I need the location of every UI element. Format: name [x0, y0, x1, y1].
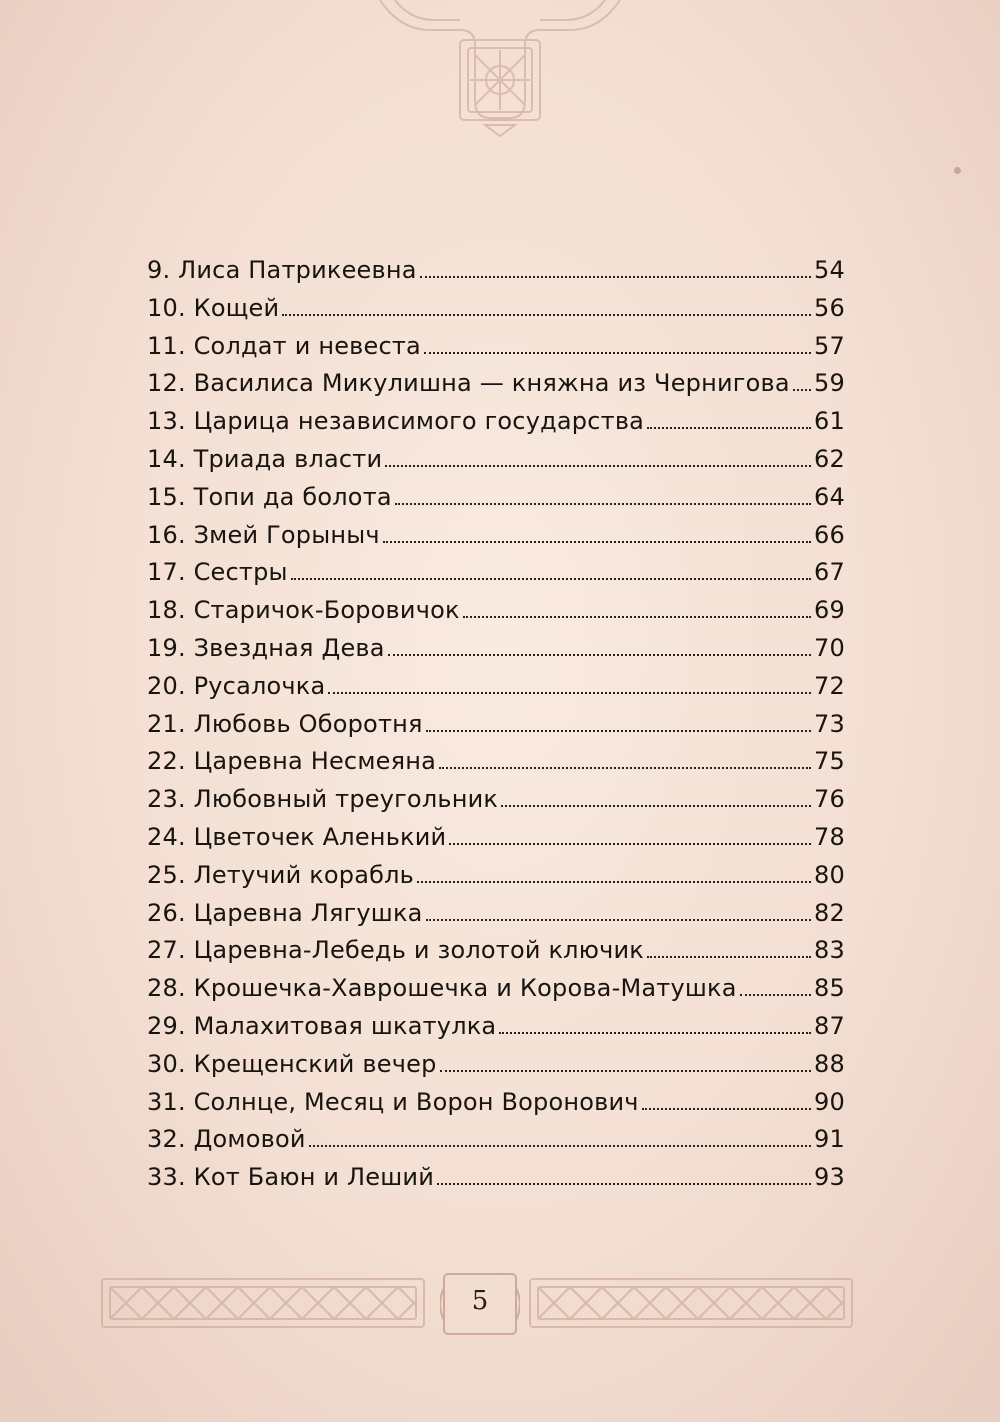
toc-dot-leader — [642, 1108, 811, 1110]
toc-entry — [147, 781, 845, 819]
toc-entry — [147, 857, 845, 895]
toc-dot-leader — [424, 352, 811, 354]
toc-entry-page: 73 — [814, 709, 845, 738]
toc-entry-page: 91 — [814, 1125, 845, 1154]
toc-entry-title: 19. Звездная Дева — [147, 633, 385, 662]
toc-entry-title: 28. Крошечка-Хаврошечка и Корова-Матушка — [147, 974, 737, 1003]
toc-dot-leader — [291, 578, 811, 580]
toc-dot-leader — [463, 616, 811, 618]
toc-entry — [147, 630, 845, 668]
toc-entry-title: 23. Любовный треугольник — [147, 785, 499, 814]
toc-entry — [147, 668, 845, 706]
toc-entry — [147, 1008, 845, 1046]
toc-entry-page: 87 — [814, 1011, 845, 1040]
toc-dot-leader — [385, 465, 811, 467]
toc-entry-title: 24. Цветочек Аленький — [147, 822, 447, 851]
toc-dot-leader — [449, 843, 811, 845]
toc-entry — [147, 592, 845, 630]
toc-dot-leader — [740, 994, 811, 996]
toc-entry-page: 57 — [814, 331, 845, 360]
toc-entry-title: 30. Крещенский вечер — [147, 1049, 437, 1078]
toc-dot-leader — [437, 1183, 811, 1185]
toc-entry-title: 9. Лиса Патрикеевна — [147, 256, 417, 284]
toc-entry-title: 20. Русалочка — [147, 671, 326, 700]
toc-entry-title: 31. Солнце, Месяц и Ворон Воронович — [147, 1087, 639, 1116]
toc-entry — [147, 932, 845, 970]
toc-entry-page: 61 — [814, 407, 845, 436]
toc-entry-page: 80 — [814, 860, 845, 889]
toc-entry-page: 90 — [814, 1087, 845, 1116]
toc-entry-page: 54 — [814, 256, 845, 284]
decorative-dot — [954, 167, 961, 174]
toc-entry — [147, 479, 845, 517]
toc-entry-page: 85 — [814, 974, 845, 1003]
toc-entry — [147, 365, 845, 403]
toc-dot-leader — [440, 1070, 812, 1072]
toc-entry-title: 15. Топи да болота — [147, 482, 392, 511]
toc-entry-title: 10. Кощей — [147, 293, 280, 322]
toc-entry — [147, 1121, 845, 1159]
toc-entry — [147, 743, 845, 781]
toc-entry-page: 76 — [814, 785, 845, 814]
toc-dot-leader — [309, 1145, 811, 1147]
toc-dot-leader — [647, 956, 811, 958]
toc-entry-title: 32. Домовой — [147, 1125, 306, 1154]
toc-dot-leader — [417, 881, 811, 883]
toc-entry-title: 13. Царица независимого государства — [147, 407, 645, 436]
toc-entry-page: 72 — [814, 671, 845, 700]
toc-dot-leader — [793, 389, 811, 391]
toc-entry — [147, 441, 845, 479]
toc-entry — [147, 328, 845, 366]
toc-entry-title: 27. Царевна-Лебедь и золотой ключик — [147, 936, 644, 965]
toc-dot-leader — [647, 427, 811, 429]
toc-entry-page: 66 — [814, 520, 845, 549]
toc-entry-title: 14. Триада власти — [147, 444, 383, 473]
toc-entry — [147, 706, 845, 744]
toc-entry — [147, 403, 845, 441]
toc-dot-leader — [383, 541, 811, 543]
toc-entry-page: 69 — [814, 596, 845, 625]
toc-entry-page: 88 — [814, 1049, 845, 1078]
toc-entry-page: 93 — [814, 1163, 845, 1192]
toc-entry-title: 21. Любовь Оборотня — [147, 709, 423, 738]
toc-entry — [147, 517, 845, 555]
toc-entry — [147, 1084, 845, 1122]
toc-dot-leader — [439, 767, 811, 769]
toc-entry-page: 59 — [814, 369, 845, 398]
toc-dot-leader — [426, 730, 811, 732]
toc-entry-title: 26. Царевна Лягушка — [147, 898, 423, 927]
toc-entry-title: 22. Царевна Несмеяна — [147, 747, 437, 776]
toc-entry-page: 62 — [814, 444, 845, 473]
toc-entry-title: 25. Летучий корабль — [147, 860, 415, 889]
toc-entry-page: 56 — [814, 293, 845, 322]
bottom-right-knot-band — [526, 1275, 854, 1331]
toc-entry-title: 17. Сестры — [147, 558, 288, 587]
toc-entry — [147, 1046, 845, 1084]
bottom-left-knot-band — [100, 1275, 432, 1331]
toc-entry — [147, 819, 845, 857]
table-of-contents — [147, 252, 845, 1197]
toc-entry — [147, 970, 845, 1008]
toc-dot-leader — [426, 919, 811, 921]
toc-entry — [147, 1159, 845, 1197]
toc-entry-title: 11. Солдат и невеста — [147, 331, 421, 360]
toc-entry — [147, 290, 845, 328]
toc-entry — [147, 895, 845, 933]
top-celtic-ornament — [360, 0, 640, 140]
toc-dot-leader — [420, 276, 811, 278]
toc-entry-title: 16. Змей Горыныч — [147, 520, 380, 549]
toc-entry-page: 67 — [814, 558, 845, 587]
toc-entry-page: 70 — [814, 633, 845, 662]
toc-entry-page: 83 — [814, 936, 845, 965]
page-number: 5 — [471, 1286, 489, 1316]
toc-entry-title: 33. Кот Баюн и Леший — [147, 1163, 435, 1192]
toc-dot-leader — [328, 692, 811, 694]
toc-entry-page: 75 — [814, 747, 845, 776]
toc-dot-leader — [395, 503, 811, 505]
toc-dot-leader — [282, 314, 811, 316]
toc-entry — [147, 252, 845, 290]
toc-entry — [147, 554, 845, 592]
toc-entry-title: 18. Старичок-Боровичок — [147, 596, 460, 625]
toc-dot-leader — [501, 805, 811, 807]
toc-entry-page: 82 — [814, 898, 845, 927]
toc-entry-page: 64 — [814, 482, 845, 511]
toc-dot-leader — [499, 1032, 811, 1034]
toc-entry-page: 78 — [814, 822, 845, 851]
toc-dot-leader — [388, 654, 811, 656]
toc-entry-title: 12. Василиса Микулишна — княжна из Чернигова — [147, 369, 790, 398]
toc-entry-title: 29. Малахитовая шкатулка — [147, 1011, 497, 1040]
